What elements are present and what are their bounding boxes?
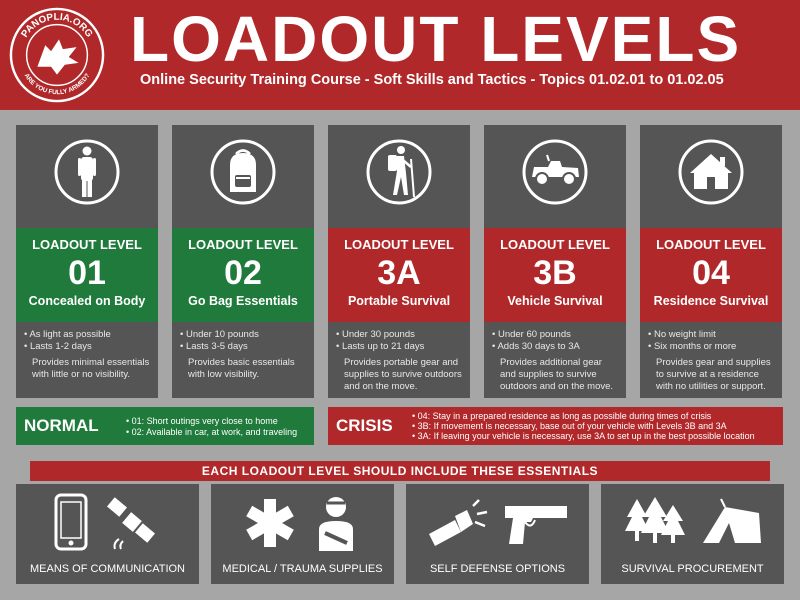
description-text: Provides portable gear and supplies to survive outdoors and on the move.	[344, 357, 462, 392]
level-description	[328, 322, 470, 398]
person-icon	[52, 137, 122, 217]
jeep-icon	[520, 137, 590, 217]
crisis-band	[328, 407, 783, 445]
level-column-3a	[328, 125, 470, 398]
list-item: • Six months or more	[648, 341, 774, 353]
essentials-title: EACH LOADOUT LEVEL SHOULD INCLUDE THESE ESSENTIALS	[30, 461, 770, 481]
trees-icon	[623, 495, 687, 551]
level-label: LOADOUT LEVEL	[344, 237, 454, 252]
flashlight-icon	[425, 498, 489, 548]
level-description	[484, 322, 626, 398]
level-column-3b	[484, 125, 626, 398]
hiker-icon	[364, 137, 434, 217]
essential-label: MEANS OF COMMUNICATION	[29, 563, 185, 575]
level-code: 04	[692, 254, 730, 292]
description-text: Provides additional gear and supplies to survive outdoors and on the move.	[500, 357, 614, 392]
level-card-02	[172, 228, 314, 322]
header-banner	[0, 0, 800, 110]
house-icon	[676, 137, 746, 217]
description-text: Provides basic essentials with low visibility.	[188, 357, 295, 380]
essential-communication	[16, 484, 199, 584]
level-description	[640, 322, 782, 398]
list-item: • No weight limit	[648, 329, 774, 341]
essential-label: SELF DEFENSE OPTIONS	[429, 563, 566, 575]
normal-band	[16, 407, 314, 445]
list-item: • Lasts up to 21 days	[336, 341, 462, 353]
level-name: Concealed on Body	[28, 294, 146, 308]
essential-medical	[211, 484, 394, 584]
page-subtitle: Online Security Training Course - Soft Skills and Tactics - Topics 01.02.01 to 01.02.05	[140, 72, 724, 88]
level-label: LOADOUT LEVEL	[32, 237, 142, 252]
description-text: Provides gear and supplies to survive at a residence with no utilities or support.	[656, 357, 771, 392]
page-title: LOADOUT LEVELS	[130, 3, 742, 75]
smartphone-icon	[53, 493, 91, 553]
level-label: LOADOUT LEVEL	[188, 237, 298, 252]
list-item: • Under 30 pounds	[336, 329, 462, 341]
pistol-icon	[501, 498, 571, 548]
level-column-01	[16, 125, 158, 398]
level-card-04	[640, 228, 782, 322]
level-description	[16, 322, 158, 398]
level-card-01	[16, 228, 158, 322]
medical-star-icon	[243, 496, 297, 550]
wolf-logo-icon	[8, 6, 106, 104]
level-name: Portable Survival	[347, 294, 451, 308]
essential-self-defense	[406, 484, 589, 584]
level-card-3b	[484, 228, 626, 322]
list-item: • Under 10 pounds	[180, 329, 306, 341]
level-description	[172, 322, 314, 398]
level-name: Vehicle Survival	[507, 294, 603, 308]
essential-label: MEDICAL / TRAUMA SUPPLIES	[222, 563, 383, 575]
list-item: • Lasts 1-2 days	[24, 341, 150, 353]
list-item: • As light as possible	[24, 329, 150, 341]
crisis-title: CRISIS	[336, 416, 393, 435]
normal-line: • 01: Short outings very close to home	[126, 416, 297, 427]
crisis-line: • 04: Stay in a prepared residence as long as possible during times of crisis	[412, 411, 755, 421]
list-item: • Lasts 3-5 days	[180, 341, 306, 353]
level-name: Go Bag Essentials	[188, 294, 298, 308]
level-name: Residence Survival	[653, 294, 769, 308]
logo-top-text: PANOPLIA.ORG	[19, 11, 95, 40]
level-column-04	[640, 125, 782, 398]
essential-label: SURVIVAL PROCUREMENT	[621, 563, 764, 575]
essential-survival	[601, 484, 784, 584]
level-card-3a	[328, 228, 470, 322]
injured-person-icon	[309, 493, 363, 553]
level-label: LOADOUT LEVEL	[656, 237, 766, 252]
level-code: 3B	[533, 254, 577, 292]
description-text: Provides minimal essentials with little or no visibility.	[32, 357, 150, 380]
logo-bottom-text: ARE YOU FULLY ARMED?	[22, 72, 92, 97]
tent-icon	[699, 495, 763, 551]
normal-title: NORMAL	[24, 416, 99, 435]
normal-line: • 02: Available in car, at work, and traveling	[126, 427, 297, 438]
list-item: • Under 60 pounds	[492, 329, 618, 341]
backpack-icon	[208, 137, 278, 217]
level-code: 3A	[377, 254, 421, 292]
satellite-icon	[103, 493, 163, 553]
level-label: LOADOUT LEVEL	[500, 237, 610, 252]
level-column-02	[172, 125, 314, 398]
list-item: • Adds 30 days to 3A	[492, 341, 618, 353]
crisis-line: • 3A: If leaving your vehicle is necessary, use 3A to set up in the best possible location	[412, 431, 755, 441]
level-code: 01	[68, 254, 106, 292]
crisis-line: • 3B: If movement is necessary, base out of your vehicle with Levels 3B and 3A	[412, 421, 755, 431]
level-code: 02	[224, 254, 262, 292]
